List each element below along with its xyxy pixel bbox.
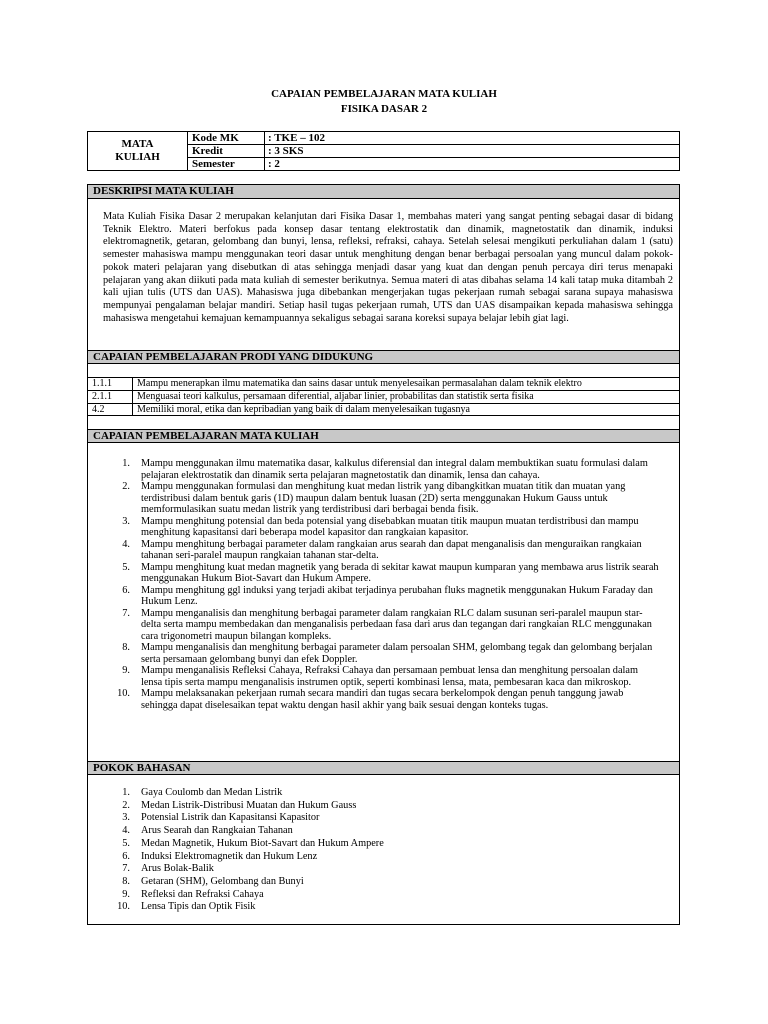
cp-prodi-row xyxy=(88,391,679,402)
list-number: 10. xyxy=(117,901,130,913)
cp-prodi-divider xyxy=(88,415,679,416)
list-item xyxy=(88,642,679,665)
mata-kuliah-label-line2: KULIAH xyxy=(115,151,160,163)
list-number: 6. xyxy=(122,850,130,862)
list-number: 8. xyxy=(122,642,130,653)
list-number: 4. xyxy=(122,538,130,550)
list-item xyxy=(88,876,679,889)
cp-prodi-row xyxy=(88,378,679,389)
cp-prodi-code: 4.2 xyxy=(92,404,105,415)
mk-key: Kode MK xyxy=(192,132,239,144)
mk-row-semester xyxy=(188,158,679,171)
cp-mk-list xyxy=(88,458,679,711)
cp-prodi-row xyxy=(88,404,679,415)
list-text: Arus Bolak-Balik xyxy=(141,863,214,875)
list-text: Mampu menghitung kuat medan magnetik yang berada di sekitar kawat maupun kumparan yang membawa arus listrik searah menggunakan Hukum Biot-Savart dan Hukum Ampere. xyxy=(141,561,659,584)
list-text: Arus Searah dan Rangkaian Tahanan xyxy=(141,825,293,837)
list-number: 7. xyxy=(122,607,130,619)
mk-key: Semester xyxy=(192,158,235,170)
list-item xyxy=(88,851,679,864)
cp-prodi-header: CAPAIAN PEMBELAJARAN PRODI YANG DIDUKUNG xyxy=(88,350,679,364)
list-item xyxy=(88,481,679,516)
pokok-bahasan-list xyxy=(88,787,679,914)
list-text: Lensa Tipis dan Optik Fisik xyxy=(141,901,256,913)
list-text: Medan Listrik-Distribusi Muatan dan Hukum Gauss xyxy=(141,799,357,811)
cp-mk-header: CAPAIAN PEMBELAJARAN MATA KULIAH xyxy=(88,429,679,443)
mk-row-kredit xyxy=(188,145,679,158)
mk-key: Kredit xyxy=(192,145,223,157)
list-item xyxy=(88,863,679,876)
list-number: 1. xyxy=(122,787,130,798)
list-number: 7. xyxy=(122,863,130,875)
document-subtitle: FISIKA DASAR 2 xyxy=(340,103,428,115)
list-item xyxy=(88,665,679,688)
list-text: Mampu menggunakan ilmu matematika dasar, kalkulus diferensial dan integral dalam membuktikan suatu formulasi dalam pelajaran elektrostatik dan dinamik serta pelajaran magnetostatik dan dinamik, lensa dan cahaya. xyxy=(141,458,648,481)
cp-prodi-code: 2.1.1 xyxy=(92,391,112,402)
mata-kuliah-label-line1: MATA xyxy=(121,138,154,150)
list-item xyxy=(88,562,679,585)
pokok-bahasan-header: POKOK BAHASAN xyxy=(88,761,679,775)
cp-prodi-code: 1.1.1 xyxy=(92,378,112,389)
list-item xyxy=(88,608,679,643)
mk-value: : TKE – 102 xyxy=(268,132,325,144)
content-frame xyxy=(87,184,680,925)
list-number: 6. xyxy=(122,584,130,596)
list-text: Mampu melaksanakan pekerjaan rumah secara mandiri dan tugas secara berkelompok dengan penuh tanggung jawab sehingga dapat diselesaikan tepat waktu dengan hasil akhir yang baik sesuai dengan konteks tugas. xyxy=(141,688,624,711)
list-number: 9. xyxy=(122,888,130,900)
deskripsi-text: Mata Kuliah Fisika Dasar 2 merupakan kelanjutan dari Fisika Dasar 1, membahas materi yang sangat penting sebagai dasar di bidang Teknik Elektro. Materi berfokus pada konsep dasar tentang elektrostatik dan dinamik, magnetostatik dan dinamik, induksi elektromagnetik, getaran, gelombang dan bunyi, lensa, refleksi, refraksi, cahaya. Setelah selesai mengikuti perkuliahan dalam 1 (satu) semester mahasiswa mampu menggunakan teori dasar untuk menghitung dengan benar berbagai persoalan yang muncul dalam pokok-pokok materi pelajaran yang disebutkan di atas sehingga menjadi dasar yang kuat dan dengan penuh percaya diri terus menapaki pelajaran yang akan diikuti pada mata kuliah di semester berikutnya. Semua materi di atas dibahas selama 14 kali tatap muka ditambah 2 kali ujian tulis (UTS dan UAS). Mahasiswa juga dibebankan mengerjakan tugas pekerjaan rumah sebagai sarana supaya mahasiswa mempunyai pengalaman belajar mandiri. Setiap hasil tugas pekerjaan rumah, UTS dan UAS disampaikan kepada mahasiswa sehingga mahasiswa mengetahui kemajuan kemampuannya sekaligus sebagai sarana koreksi supaya belajar lebih giat lagi. xyxy=(103,211,673,324)
list-item xyxy=(88,800,679,813)
list-item xyxy=(88,901,679,914)
list-text: Potensial Listrik dan Kapasitansi Kapasitor xyxy=(141,812,320,824)
mk-value: : 3 SKS xyxy=(268,145,304,157)
cp-prodi-text: Mampu menerapkan ilmu matematika dan sains dasar untuk menyelesaikan permasalahan dalam teknik elektro xyxy=(137,378,582,389)
list-number: 1. xyxy=(122,458,130,469)
list-item xyxy=(88,688,679,711)
list-text: Mampu menghitung potensial dan beda potensial yang disebabkan muatan titik maupun muatan terdistribusi dan mampu menghitung kapasitansi dari beberapa model kapasitor dan rangkaian kapasitor. xyxy=(141,515,639,538)
document-title: CAPAIAN PEMBELAJARAN MATA KULIAH xyxy=(271,88,497,100)
list-text: Induksi Elektromagnetik dan Hukum Lenz xyxy=(141,850,318,862)
list-text: Mampu menghitung ggl induksi yang terjadi akibat terjadinya perubahan fluks magnetik menggunakan Hukum Faraday dan Hukum Lenz. xyxy=(141,584,653,607)
list-item xyxy=(88,539,679,562)
list-item xyxy=(88,812,679,825)
list-text: Gaya Coulomb dan Medan Listrik xyxy=(141,787,283,798)
list-text: Mampu menghitung berbagai parameter dalam rangkaian arus searah dan dapat menganalisis dan menguraikan rangkaian tahanan seri-paralel maupun rangkaian tahanan star-delta. xyxy=(141,538,642,561)
list-item xyxy=(88,585,679,608)
list-text: Mampu menganalisis Refleksi Cahaya, Refraksi Cahaya dan persamaan pembuat lensa dan menghitung persoalan dalam lensa tipis serta mampu menganalisis instrumen optik, seperti kombinasi lensa, mata, pembesaran kaca dan mikroskop. xyxy=(141,665,638,688)
list-text: Mampu menganalisis dan menghitung berbagai parameter dalam persoalan SHM, gelombang tegak dan gelombang berjalan serta persamaan gelombang bunyi dan efek Doppler. xyxy=(141,642,653,665)
list-text: Getaran (SHM), Gelombang dan Bunyi xyxy=(141,875,304,887)
list-number: 2. xyxy=(122,481,130,492)
mk-value: : 2 xyxy=(268,158,280,170)
list-number: 8. xyxy=(122,875,130,887)
list-number: 5. xyxy=(122,837,130,849)
list-number: 2. xyxy=(122,799,130,811)
list-number: 3. xyxy=(122,812,130,824)
deskripsi-header: DESKRIPSI MATA KULIAH xyxy=(88,185,679,199)
list-number: 4. xyxy=(122,825,130,837)
cp-prodi-text: Memiliki moral, etika dan kepribadian yang baik di dalam menyelesaikan tugasnya xyxy=(137,404,470,415)
mata-kuliah-table xyxy=(87,131,680,171)
list-text: Mampu menggunakan formulasi dan menghitung kuat medan listrik yang dibangkitkan muatan titik dan muatan yang terdistribusi dalam bentuk garis (1D) maupun dalam bentuk luasan (2D) serta menggunakan Hukum Gauss untuk memformulasikan suatu medan listrik yang terdistribusi dari berbagai benda fisik. xyxy=(141,481,626,515)
list-item xyxy=(88,787,679,800)
list-text: Refleksi dan Refraksi Cahaya xyxy=(141,888,264,900)
mata-kuliah-label xyxy=(88,132,188,170)
list-number: 5. xyxy=(122,561,130,573)
list-number: 9. xyxy=(122,665,130,676)
list-text: Medan Magnetik, Hukum Biot-Savart dan Hukum Ampere xyxy=(141,837,384,849)
list-text: Mampu menganalisis dan menghitung berbagai parameter dalam rangkaian RLC dalam susunan seri-paralel maupun star-delta serta mampu membedakan dan menganalisis perbedaan fasa dari arus dan tegangan dari rangkaian RLC menggunakan cara trigonometri maupun bilangan kompleks. xyxy=(141,607,652,642)
list-item xyxy=(88,889,679,902)
cp-prodi-text: Menguasai teori kalkulus, persamaan diferential, aljabar linier, probabilitas dan statistik serta fisika xyxy=(137,391,534,402)
list-item xyxy=(88,825,679,838)
list-item xyxy=(88,838,679,851)
list-item xyxy=(88,516,679,539)
list-item xyxy=(88,458,679,481)
list-number: 3. xyxy=(122,515,130,527)
list-number: 10. xyxy=(117,688,130,699)
mk-row-kode xyxy=(188,132,679,145)
